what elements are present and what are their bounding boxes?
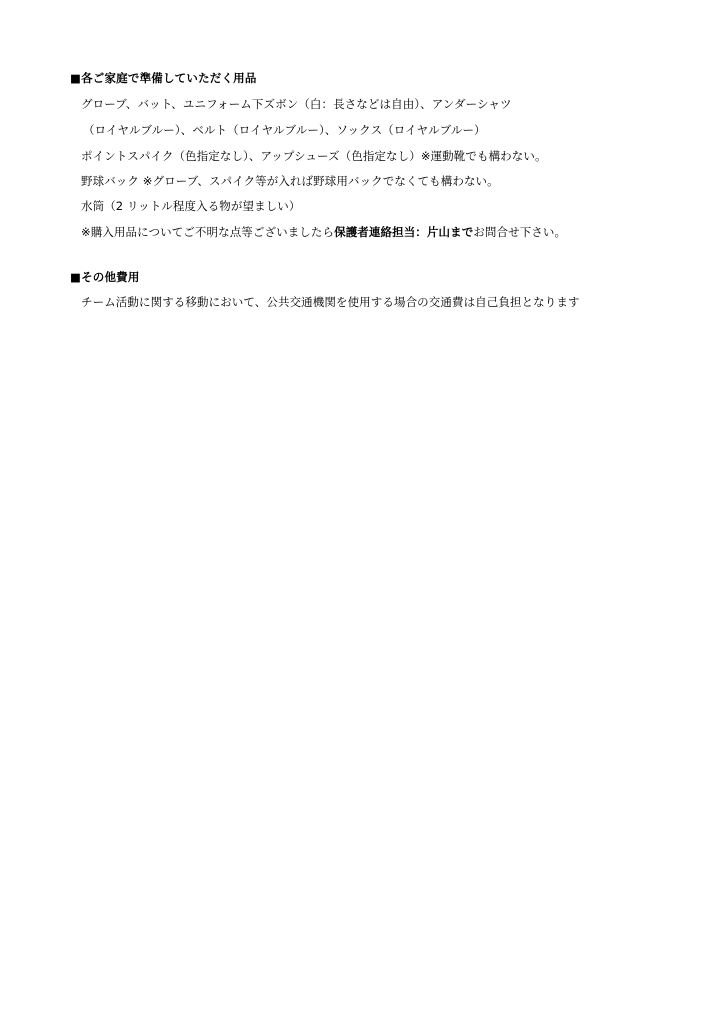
supplies-note-suffix: お問合せ下さい。: [473, 225, 567, 239]
supplies-note-contact: 保護者連絡担当：片山まで: [334, 225, 474, 239]
section-heading-other-costs: ■その他費用: [70, 270, 140, 284]
supplies-line-5: 水筒（2 リットル程度入る物が望ましい）: [81, 199, 301, 213]
section-heading-supplies: ■各ご家庭で準備していただく用品: [70, 71, 257, 85]
supplies-note: [81, 224, 566, 240]
supplies-line-1: グローブ、バット、ユニフォーム下ズボン（白：長さなどは自由）、アンダーシャツ: [81, 97, 512, 111]
supplies-line-2: （ロイヤルブルー）、ベルト（ロイヤルブルー）、ソックス（ロイヤルブルー）: [83, 123, 486, 137]
other-costs-line: チーム活動に関する移動において、公共交通機関を使用する場合の交通費は自己負担となります: [81, 295, 580, 309]
supplies-line-4: 野球バック ※グローブ、スパイク等が入れば野球用バックでなくても構わない。: [81, 174, 499, 188]
supplies-note-prefix: ※購入用品についてご不明な点等ございましたら: [81, 225, 335, 239]
supplies-line-3: ポイントスパイク（色指定なし）、アップシューズ（色指定なし）※運動靴でも構わない。: [81, 149, 547, 163]
